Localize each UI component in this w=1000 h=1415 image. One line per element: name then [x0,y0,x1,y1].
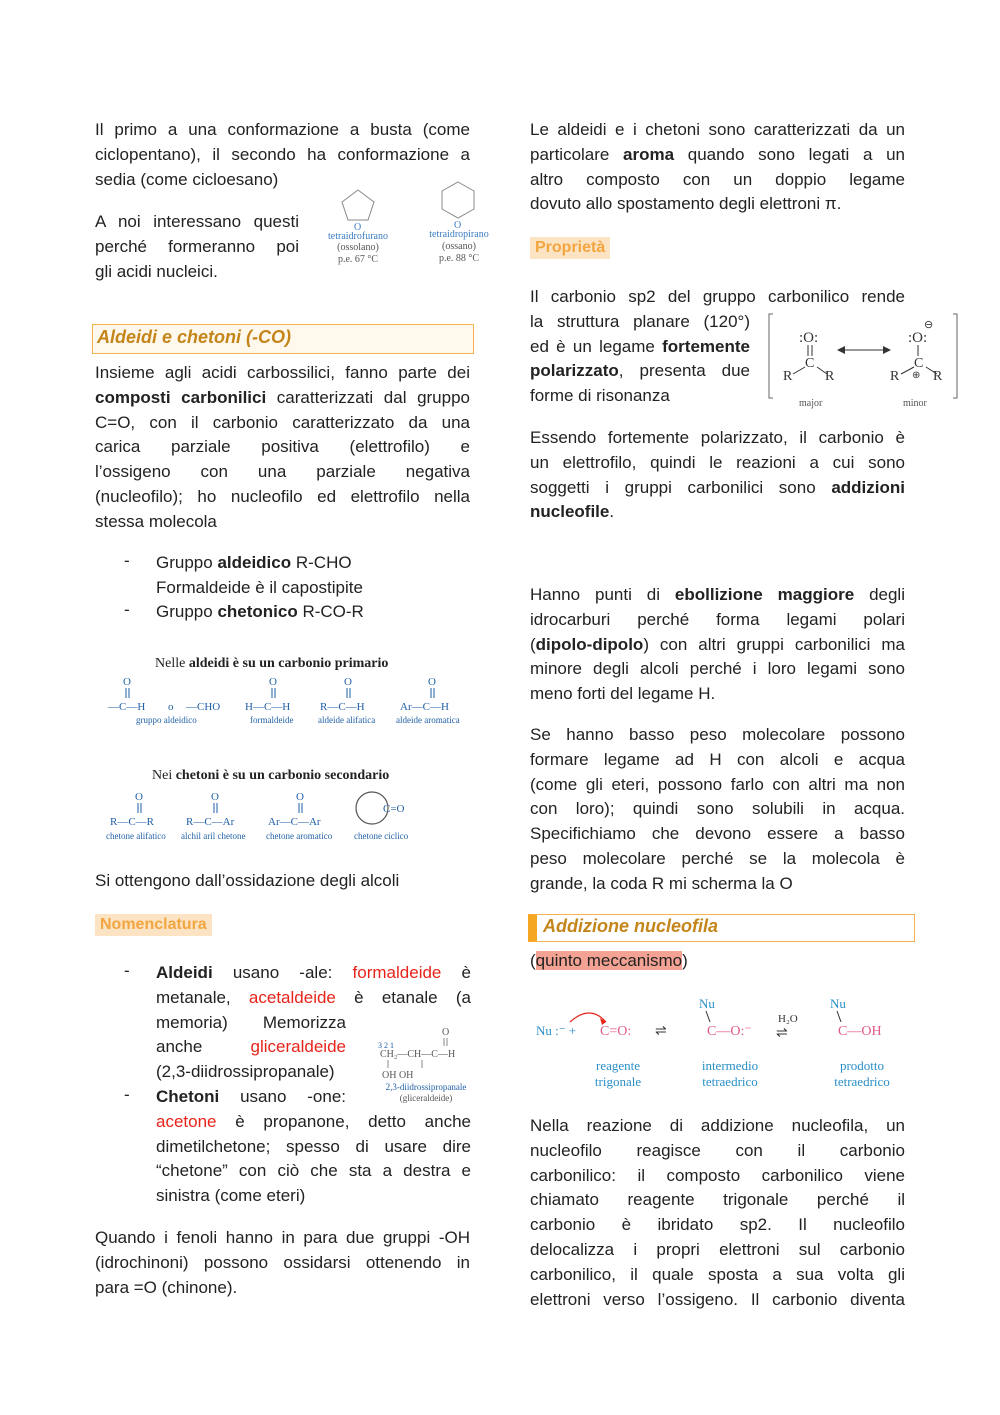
stage-label: trigonale [594,1074,642,1089]
tetrahydrofuran-ring [342,190,374,220]
formula-text: Ar—C—Ar [268,816,321,828]
solubili-line: Specifichiamo che devono essere a basso [530,824,905,844]
atom-c: C [805,356,815,371]
label-chetone-alifatico: chetone alifatico [106,831,166,841]
carbonili-line: Insieme agli acidi carbossilici, fanno parte dei [95,363,470,382]
atom-c: C [914,356,924,371]
elettrofilo-line: Essendo fortemente polarizzato, il carbonio è [530,428,905,447]
carbon-numbers: 3 2 1 [378,1041,394,1050]
equilibrium-arrow: ⇌ [655,1024,667,1039]
bold-term: fortemente [662,336,750,356]
carbonili-line: (nucleofilo); ho nucleofilo ed elettrofilo nella [95,486,470,506]
list-line: (2,3-diidrossipropanale) [156,1062,335,1082]
meccanismo-note [530,949,688,974]
list-line [156,986,471,1011]
red-term: acetaldeide [248,987,336,1007]
text-span: degli [854,585,905,604]
ebollizione-line [530,583,905,608]
ebollizione-line: idrocarburi perché forma legami polari [530,609,905,629]
formula-product: C—OH [838,1024,882,1039]
atom-o: O [428,676,436,688]
section-title-aldeidi: Aldeidi e chetoni (-CO) [92,324,474,354]
formula-text: R—C—H [320,701,365,713]
fenoli-line: Quando i fenoli hanno in para due gruppi -OH [95,1228,470,1247]
formula-text: R—C—Ar [186,816,235,828]
atom-o: :O: [799,330,819,346]
list-dash: - [124,600,130,619]
text-span: ) con altri gruppi carbonilici ma [643,634,905,654]
atom-o: O [211,791,219,803]
label-aldeide-aromatica: aldeide aromatica [396,715,460,725]
aroma-line: altro composto con un doppio legame [530,169,905,189]
sp2-line: Il carbonio sp2 del gruppo carbonilico rende [530,287,905,306]
text-span: anche [156,1037,251,1057]
nomenclatura-label: Nomenclatura [95,914,212,936]
highlighted-term: quinto meccanismo [535,951,683,970]
text-span: ed è un legame [530,336,663,356]
section-title-addizione: Addizione nucleofila [528,914,915,942]
atom-o: O [442,1027,450,1038]
nu-label: Nu :⁻ + [536,1023,577,1038]
carbonili-line: stessa molecola [95,511,217,531]
label-minor: minor [903,398,927,409]
text-span: Gruppo [156,553,218,572]
list-line: “chetone” con ciò che sta a destra e [156,1161,471,1181]
intro-line: Il primo a una conformazione a busta (come [95,120,470,139]
reazione-line: nucleofilo reagisce con il carbonio [530,1140,905,1160]
text-span: ( [530,634,536,654]
elettrofilo-line [530,500,905,525]
label-chetone-aromatico: chetone aromatico [266,831,333,841]
label-formaldeide: formaldeide [250,715,294,725]
solubili-paragraph [530,723,905,897]
interest-line: A noi interessano questi [95,212,299,231]
mechanism-figure [530,992,910,1092]
text-span: . [609,502,615,522]
formula-glycer: CH₂—CH—C—H [380,1049,456,1060]
bold-term: addizioni [831,477,905,497]
bold-term: ebollizione maggiore [674,585,855,604]
bold-term: chetonico [217,602,298,621]
intro-line: sedia (come cicloesano) [95,169,279,189]
atom-o: O [135,791,143,803]
solubili-line: Se hanno basso peso molecolare possono [530,725,905,744]
stage-label: reagente [595,1058,641,1073]
text-span: R-CO-R [297,602,364,621]
reazione-line: elettroni verso l’ossigeno. Il carbonio diventa [530,1289,905,1309]
list-line: sinistra (come eteri) [156,1186,306,1206]
ring-a-bp: p.e. 67 °C [337,254,379,265]
reazione-paragraph [530,1114,905,1312]
text-span: usano -ale: [212,963,353,982]
cyclic-ethers-figure [310,178,510,270]
atom-o: O [344,676,352,688]
ebollizione-line: meno forti del legame H. [530,684,716,704]
formula-or: o [168,701,174,713]
aroma-line: dovuto allo spostamento degli elettroni π. [530,194,842,214]
fenoli-line: para =O (chinone). [95,1277,238,1297]
ring-b-alt: (ossano) [442,241,476,252]
atom-o: :O: [908,330,928,346]
atom-r: R [890,369,900,384]
interest-line: gli acidi nucleici. [95,261,218,281]
atom-o: O [296,791,304,803]
aroma-line: Le aldeidi e i chetoni sono caratterizzati da un [530,120,905,139]
ring-a-name: tetraidrofurano [328,231,388,242]
list-dash: - [124,1085,130,1104]
sp2-line [530,335,750,360]
label-major: major [799,398,823,409]
equilibrium-arrow: ⇌ [776,1026,788,1041]
text-span: è etanale (a [335,987,471,1007]
reazione-line: carbonilico, il quale sposta a sua volta gli [530,1264,905,1284]
chetoni-figure [100,762,475,844]
nu-label: Nu [699,996,715,1011]
text-span: quando sono legati a un [674,144,905,164]
elettrofilo-paragraph [530,426,905,525]
formula-cho: —CHO [186,701,221,713]
solubili-line: peso molecolare perché se la molecola è [530,848,905,868]
bold-term: polarizzato [530,361,619,381]
aldeidi-figure [100,650,475,730]
solubili-line: con loro); quindi sono solubili in acqua. [530,799,905,819]
charge-plus: ⊕ [912,370,921,381]
text-span: ( [530,951,536,970]
text-span: ) [682,951,688,970]
figure-title: Nei chetoni è su un carbonio secondario [152,768,390,783]
formula-co: C=O [383,803,405,815]
ebollizione-line [530,633,905,658]
list-item-chetonico [156,600,476,625]
text-span: Gruppo [156,602,218,621]
stage-label: tetraedrico [702,1074,758,1089]
solubili-line: (come gli eteri, possono farlo con altri ma non [530,774,905,794]
interest-line: perché formeranno poi [95,236,299,256]
ebollizione-paragraph [530,583,905,707]
formula-carbonyl: C=O: [600,1024,632,1039]
atom-o: O [123,676,131,688]
solubili-line: grande, la coda R mi scherma la O [530,873,793,893]
list-line: memoria) Memorizza [156,1012,346,1032]
stage-label: intermedio [701,1058,759,1073]
carbonili-paragraph [95,361,470,535]
list-dash: - [124,551,130,570]
text-span: caratterizzati dal gruppo [266,387,471,407]
label-alchil-aril-chetone: alchil aril chetone [181,831,246,841]
text-span: è [441,963,471,982]
stage-label: tetraedrico [834,1074,890,1089]
text-span: usano -one: [219,1087,346,1106]
bold-term: dipolo-dipolo [535,634,644,654]
label-aldeide-alifatica: aldeide alifatica [318,715,376,725]
carbonili-line: C=O, con il carbonio caratterizzato da una [95,412,470,432]
carbonili-line [95,386,470,411]
bold-term: aroma [623,144,675,164]
glycer-label: 2,3-diidrossipropanale [385,1082,467,1092]
ring-a-alt: (ossolano) [337,242,379,253]
ring-b-name: tetraidropirano [429,229,489,240]
text-span: soggetti i gruppi carbonilici sono [530,477,832,497]
formula-oh: OH OH [382,1070,414,1081]
red-term: acetone [156,1111,217,1131]
bold-term: nucleofile [530,502,610,522]
ring-b-bp: p.e. 88 °C [438,253,480,264]
resonance-figure [765,310,961,410]
ring-oxygen: O [454,220,462,231]
label-chetone-ciclico: chetone ciclico [354,831,409,841]
formula-text: H—C—H [245,701,291,713]
bold-term: Aldeidi [156,963,213,982]
text-span: è propanone, detto anche [216,1111,471,1131]
sp2-line [530,359,750,384]
list-line [156,551,476,576]
bold-term: composti carbonilici [95,387,267,407]
sp2-line: la struttura planare (120°) [530,311,750,331]
charge-minus: ⊖ [924,319,934,331]
stage-label: prodotto [839,1058,885,1073]
bold-term: Chetoni [156,1087,220,1106]
list-line [156,1110,471,1135]
solubili-line: formare legame ad H con alcoli e acqua [530,749,905,769]
red-term: gliceraldeide [250,1037,346,1057]
formula-text: —C—H [108,701,146,713]
bold-term: aldeidico [217,553,292,572]
ebollizione-line: minore degli alcoli perché i loro legami sono [530,659,905,679]
interest-paragraph [95,210,299,284]
text-span: metanale, [156,987,249,1007]
atom-r: R [933,369,943,384]
carbonili-line: carica parziale positiva (elettrofilo) e [95,437,470,457]
list-line: dimetilchetone; spesso di usare dire [156,1136,471,1156]
intro-line: ciclopentano), il secondo ha conformazione a [95,144,470,164]
figure-title: Nelle aldeidi è su un carbonio primario [155,656,389,671]
atom-o: O [269,676,277,688]
formula-text: Ar—C—H [400,701,449,713]
ossidazione-text: Si ottengono dall’ossidazione degli alcoli [95,871,400,890]
list-line [156,1035,346,1060]
list-line: Formaldeide è il capostipite [156,577,363,597]
fenoli-paragraph [95,1226,470,1300]
atom-r: R [825,369,835,384]
list-line [156,1085,346,1110]
atom-r: R [783,369,793,384]
nu-label: Nu [830,996,846,1011]
list-dash: - [124,961,130,980]
ring-oxygen: O [354,222,362,233]
reazione-line: chiamato reagente trigonale perché il [530,1190,905,1210]
proprieta-label: Proprietà [530,237,610,259]
list-line [156,961,471,986]
elettrofilo-line [530,476,905,501]
reazione-line: delocalizza i propri elettroni sul carbonio [530,1239,905,1259]
tetrahydropyran-ring [442,182,474,218]
carbonili-line: l’ossigeno con una parziale negativa [95,462,470,482]
formula-intermediate: C—O:⁻ [707,1024,752,1039]
sp2-line: forme di risonanza [530,386,670,406]
aroma-line [530,143,905,168]
text-span: R-CHO [291,553,352,572]
label-gruppo-aldeidico: gruppo aldeidico [136,715,197,725]
list-item-aldeidico [156,551,476,601]
reazione-line: carbonio è ibridato sp2. Il nucleofilo [530,1215,905,1235]
aroma-paragraph [530,118,905,217]
text-span: Hanno punti di [530,585,675,604]
formula-text: R—C—R [110,816,155,828]
reazione-line: Nella reazione di addizione nucleofila, un [530,1116,905,1135]
reagent-water: H₂O [778,1013,798,1025]
fenoli-line: (idrochinoni) possono ossidarsi ottenendo in [95,1252,470,1272]
elettrofilo-line: un elettrofilo, quindi le reazioni a cui sono [530,452,905,472]
red-term: formaldeide [352,963,442,982]
text-span: particolare [530,144,624,164]
list-item-chetoni [156,1085,471,1209]
glycer-sub-label: (gliceraldeide) [399,1093,453,1103]
reazione-line: carbonilico: il composto carbonilico viene [530,1165,905,1185]
text-span: , presenta due [618,361,750,381]
